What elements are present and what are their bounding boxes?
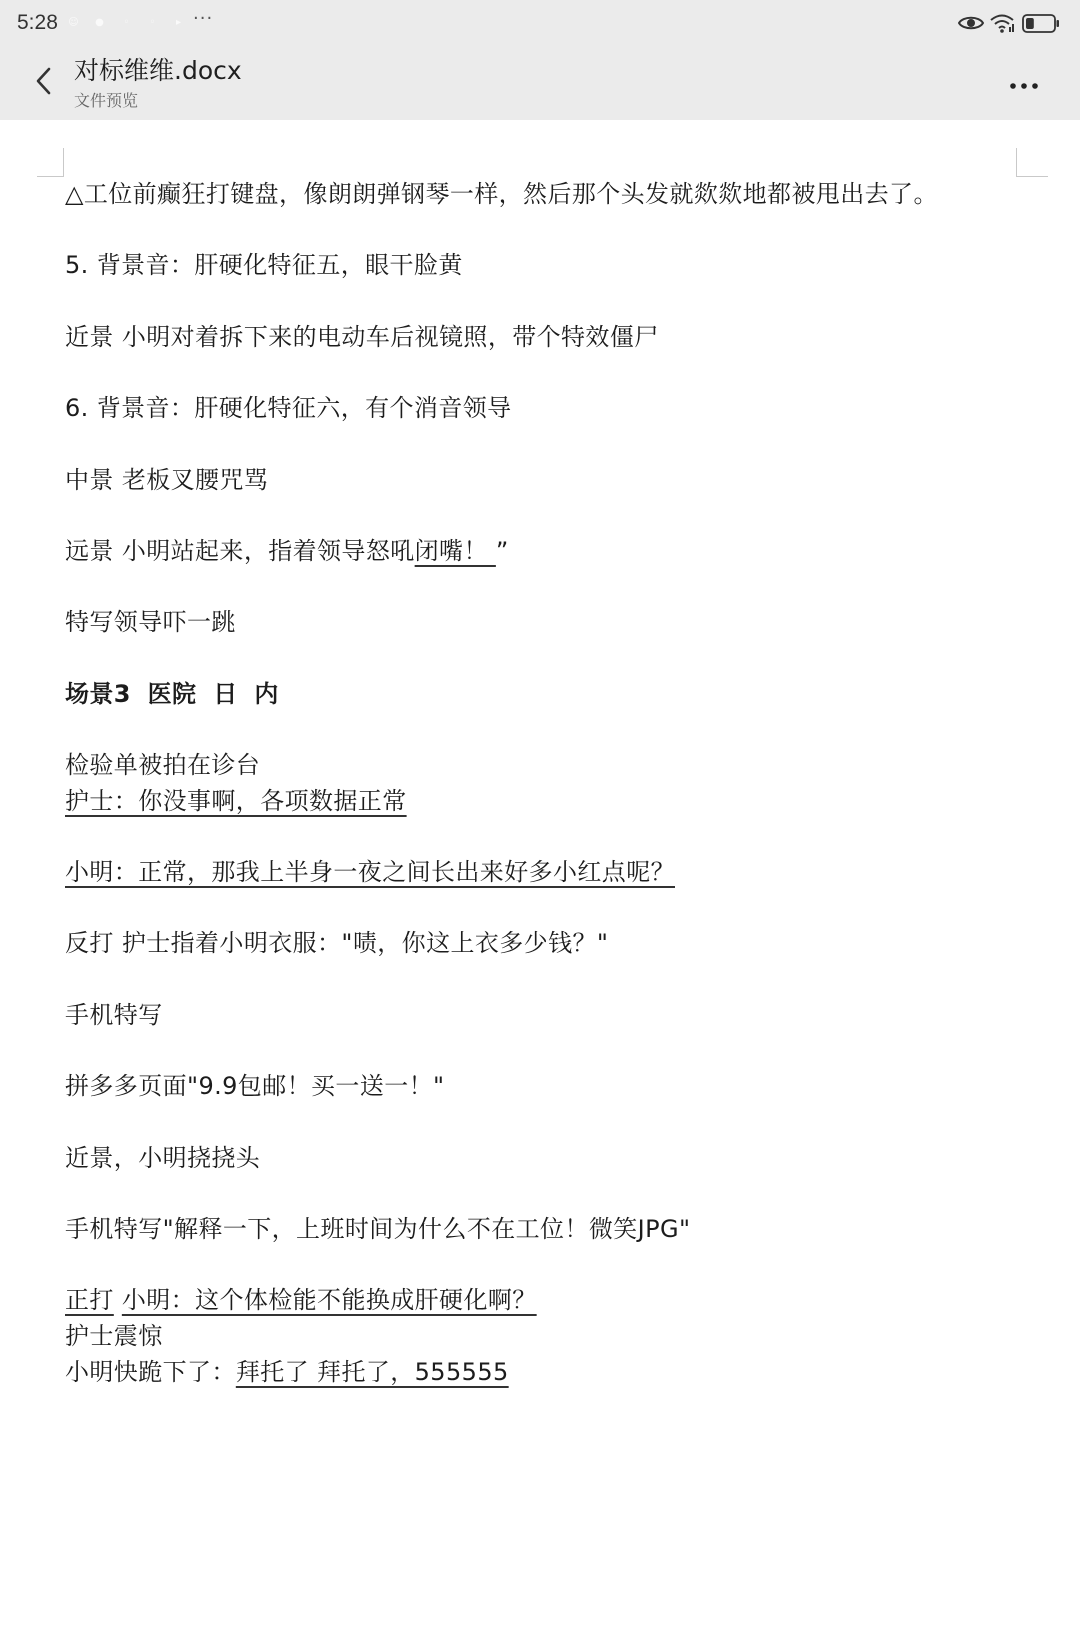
scene-heading: 场景3 医院 日 内: [65, 679, 279, 708]
page-corner-mark-right: [1016, 148, 1048, 177]
paragraph: 手机特写"解释一下，上班时间为什么不在工位！微笑JPG": [65, 1214, 691, 1243]
paragraph: [65, 855, 1055, 891]
paragraph: 中景 老板叉腰咒骂: [65, 465, 269, 494]
weibo-icon: ●: [95, 16, 104, 28]
paragraph: 护士震惊: [65, 1322, 163, 1350]
underlined-text: 小明：这个体检能不能换成肝硬化啊？: [121, 1286, 537, 1315]
underlined-text: 拜托了 拜托了，555555: [235, 1357, 509, 1386]
underlined-text: 闭嘴！: [414, 536, 496, 565]
paragraph: [65, 784, 1055, 820]
page-corner-mark-left: [37, 148, 64, 177]
paragraph: [65, 1283, 1055, 1319]
back-button[interactable]: [26, 62, 60, 104]
paragraph: 6. 背景音：肝硬化特征六，有个消音领导: [65, 394, 512, 423]
app-notification-icon: ☺: [68, 16, 79, 28]
paragraph: 近景 小明对着拆下来的电动车后视镜照，带个特效僵尸: [65, 322, 659, 351]
underlined-text: 护士：你没事啊，各项数据正常: [65, 786, 407, 815]
paragraph: 5. 背景音：肝硬化特征五，眼干脸黄: [65, 251, 463, 280]
paragraph: 远景 小明站起来，指着领导怒吼闭嘴！ ”: [65, 536, 509, 565]
paragraph: 近景，小明挠挠头: [65, 1143, 261, 1172]
top-bar: [0, 0, 1080, 120]
battery-icon: [1022, 14, 1060, 37]
more-options-button[interactable]: [1002, 70, 1046, 98]
video-icon: ▸: [175, 16, 182, 28]
paragraph: 特写领导吓一跳: [65, 608, 236, 637]
document-body: [65, 177, 1055, 1390]
file-title: 对标维维.docx: [74, 56, 242, 85]
eye-comfort-icon: [958, 14, 984, 36]
underlined-text: 小明：正常，那我上半身一夜之间长出来好多小红点呢？: [65, 858, 675, 887]
wechat-icon: ◦: [123, 16, 130, 28]
file-subtitle: 文件预览: [74, 91, 139, 110]
more-notifications-indicator: ···: [193, 8, 214, 29]
paragraph: 反打 护士指着小明衣服："啧，你这上衣多少钱？": [65, 929, 609, 958]
wifi-icon: [989, 12, 1015, 38]
paragraph: 检验单被拍在诊台: [65, 751, 261, 779]
paragraph: 手机特写: [65, 1000, 163, 1029]
paragraph: 小明快跪下了：拜托了 拜托了，555555: [65, 1357, 509, 1386]
paragraph: △工位前癫狂打键盘，像朗朗弹钢琴一样，然后那个头发就欻欻地都被甩出去了。: [65, 180, 938, 208]
message-icon: ◦: [149, 16, 156, 28]
chevron-left-icon: [35, 67, 51, 99]
paragraph: 拼多多页面"9.9包邮！买一送一！": [65, 1072, 445, 1101]
underlined-text: 正打: [65, 1286, 114, 1315]
more-horizontal-icon: [1009, 75, 1039, 94]
status-time: 5:28: [17, 11, 58, 34]
